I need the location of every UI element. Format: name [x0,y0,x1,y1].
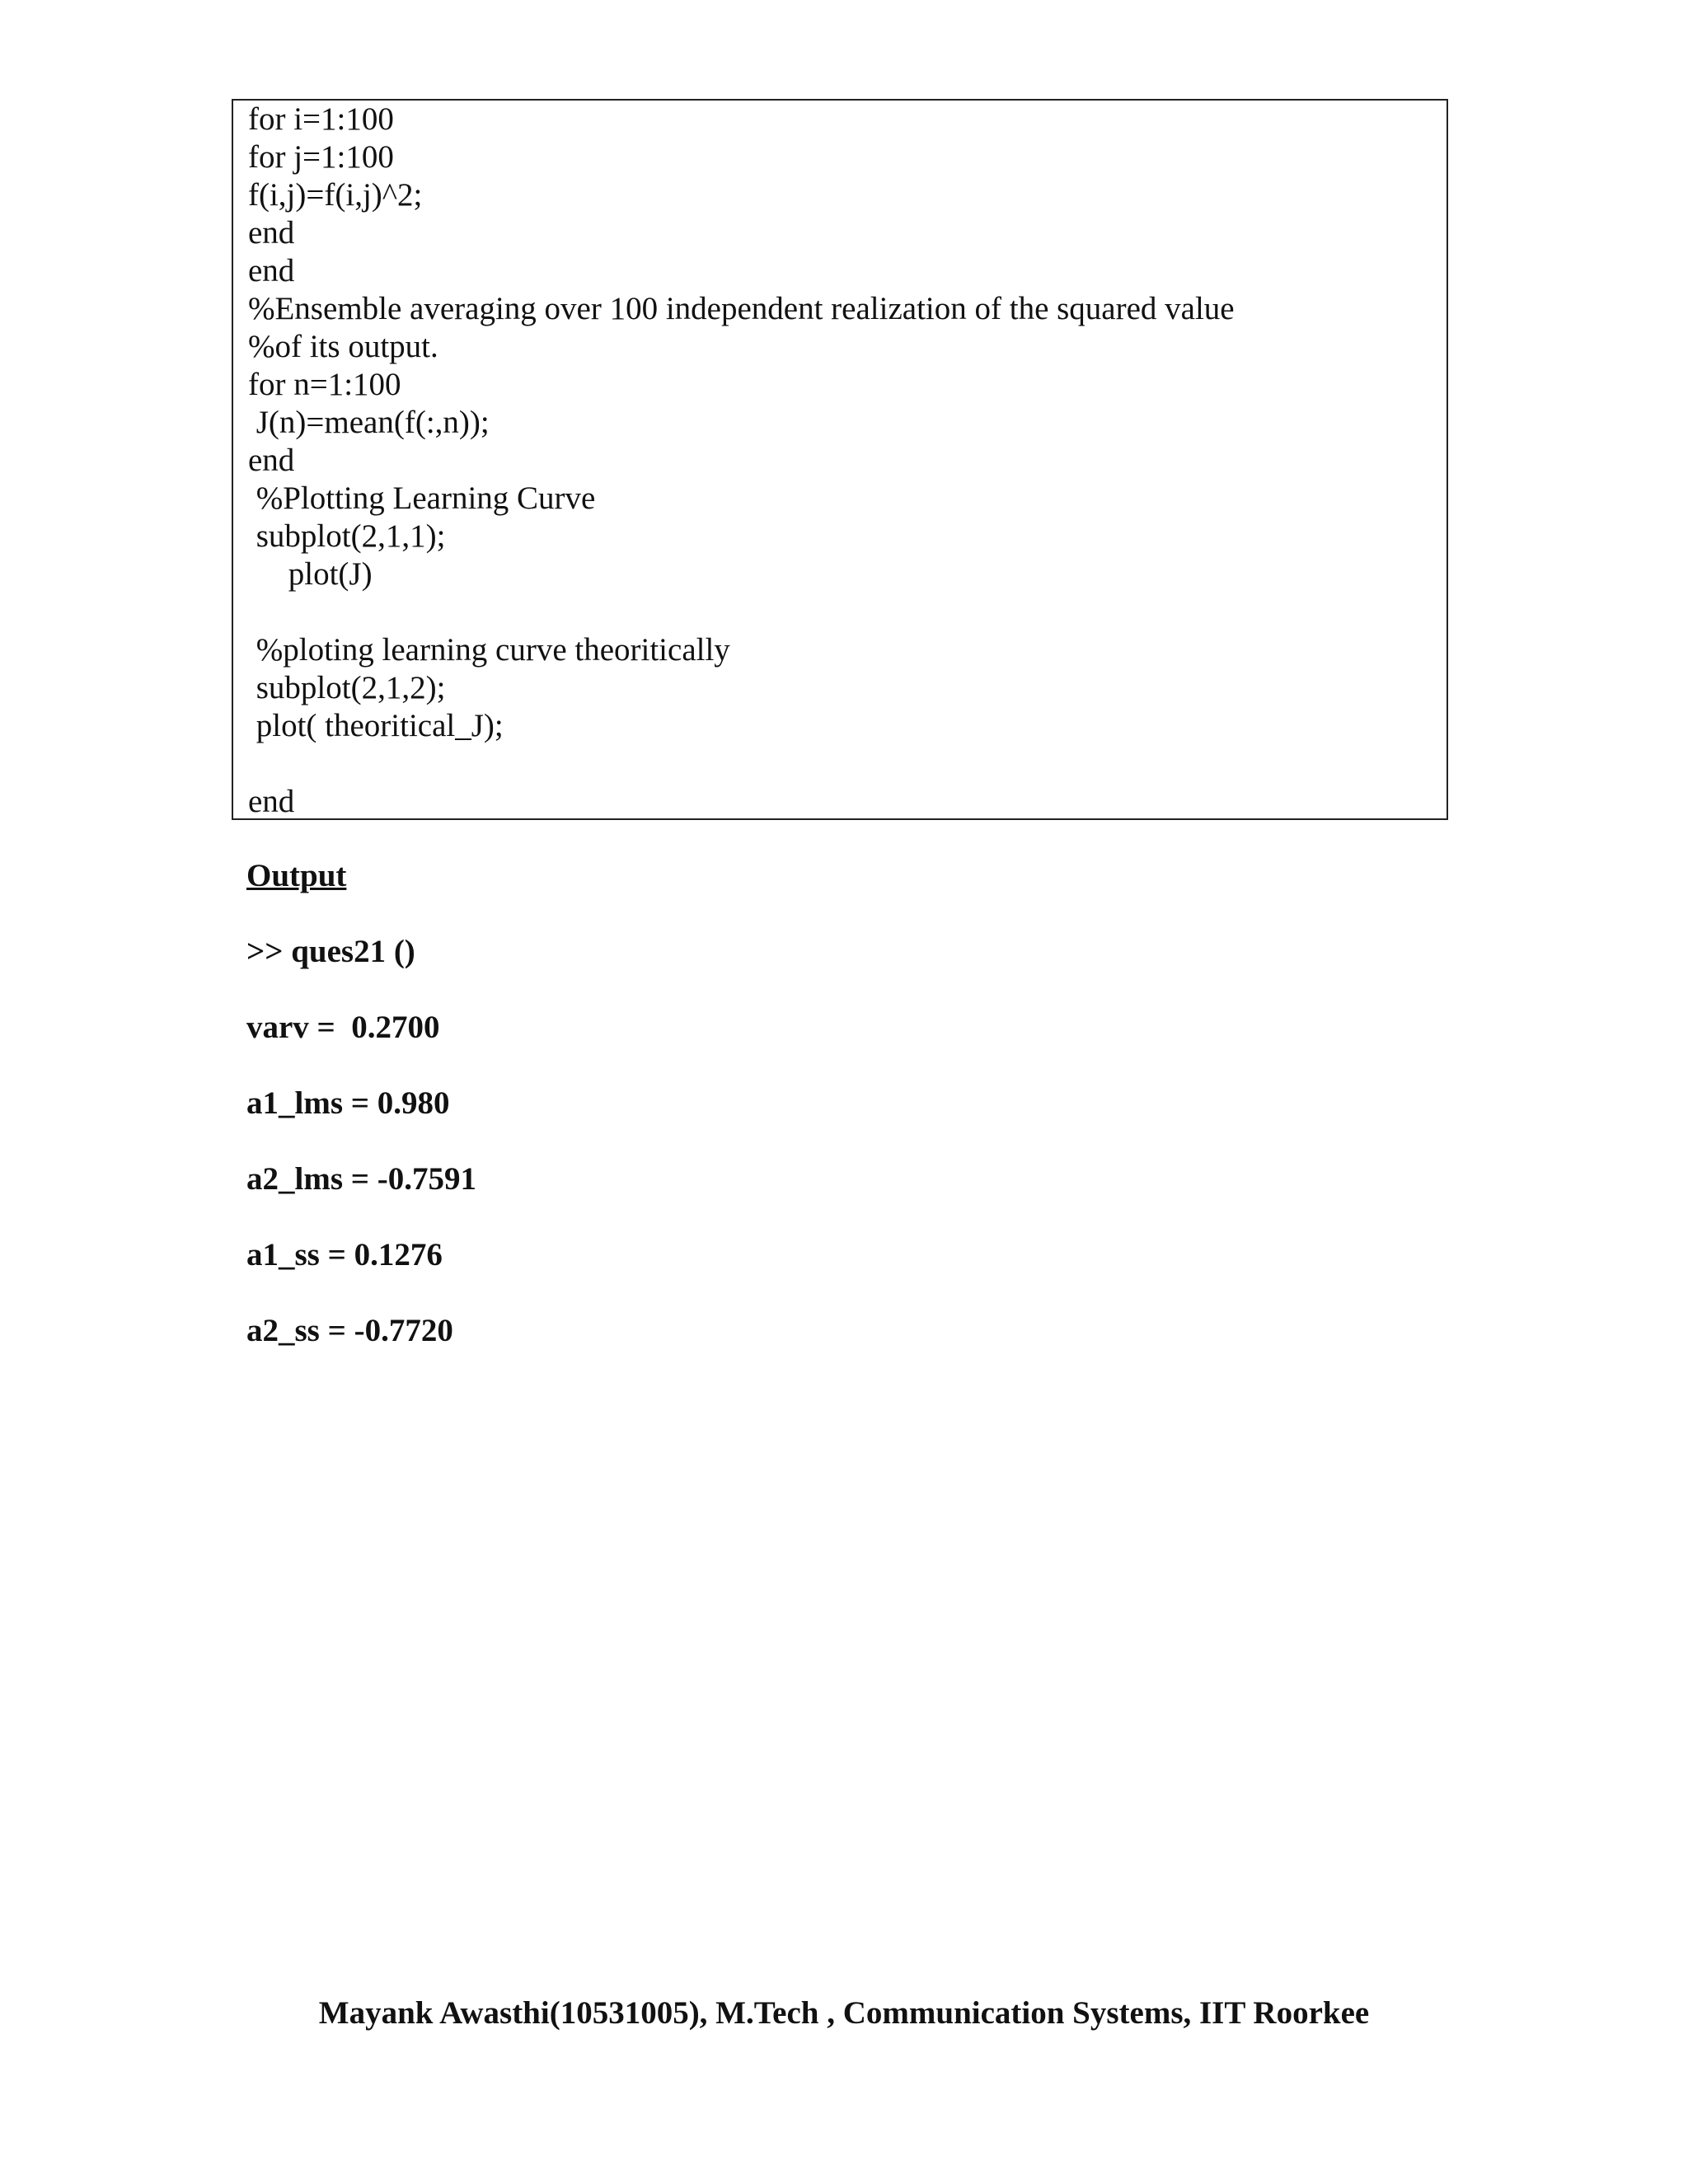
code-line: %Plotting Learning Curve [248,480,596,516]
code-line: f(i,j)=f(i,j)^2; [248,177,423,213]
code-line: end [248,253,295,288]
code-line: plot( theoritical_J); [248,708,504,743]
code-line: %Ensemble averaging over 100 independent realization of the squared value [248,291,1235,326]
output-value: varv = 0.2700 [246,1010,440,1045]
code-line: plot(J) [248,556,373,592]
output-heading: Output [246,858,347,893]
code-line: %ploting learning curve theoritically [248,632,730,668]
code-line: for n=1:100 [248,367,401,402]
code-line: subplot(2,1,1); [248,518,446,554]
code-line: %of its output. [248,329,438,364]
code-line: for j=1:100 [248,139,394,175]
code-line: subplot(2,1,2); [248,670,446,705]
code-line: end [248,215,295,251]
output-command: >> ques21 () [246,934,415,969]
page-footer: Mayank Awasthi(10531005), M.Tech , Communication Systems, IIT Roorkee [318,1995,1370,2031]
code-line: end [248,784,295,819]
output-value: a2_lms = -0.7591 [246,1161,476,1197]
code-line: end [248,443,295,478]
output-value: a2_ss = -0.7720 [246,1313,453,1348]
output-value: a1_lms = 0.980 [246,1085,450,1121]
output-value: a1_ss = 0.1276 [246,1237,443,1272]
code-listing-box [232,99,1448,820]
code-line: J(n)=mean(f(:,n)); [248,405,490,440]
code-line: for i=1:100 [248,101,394,137]
